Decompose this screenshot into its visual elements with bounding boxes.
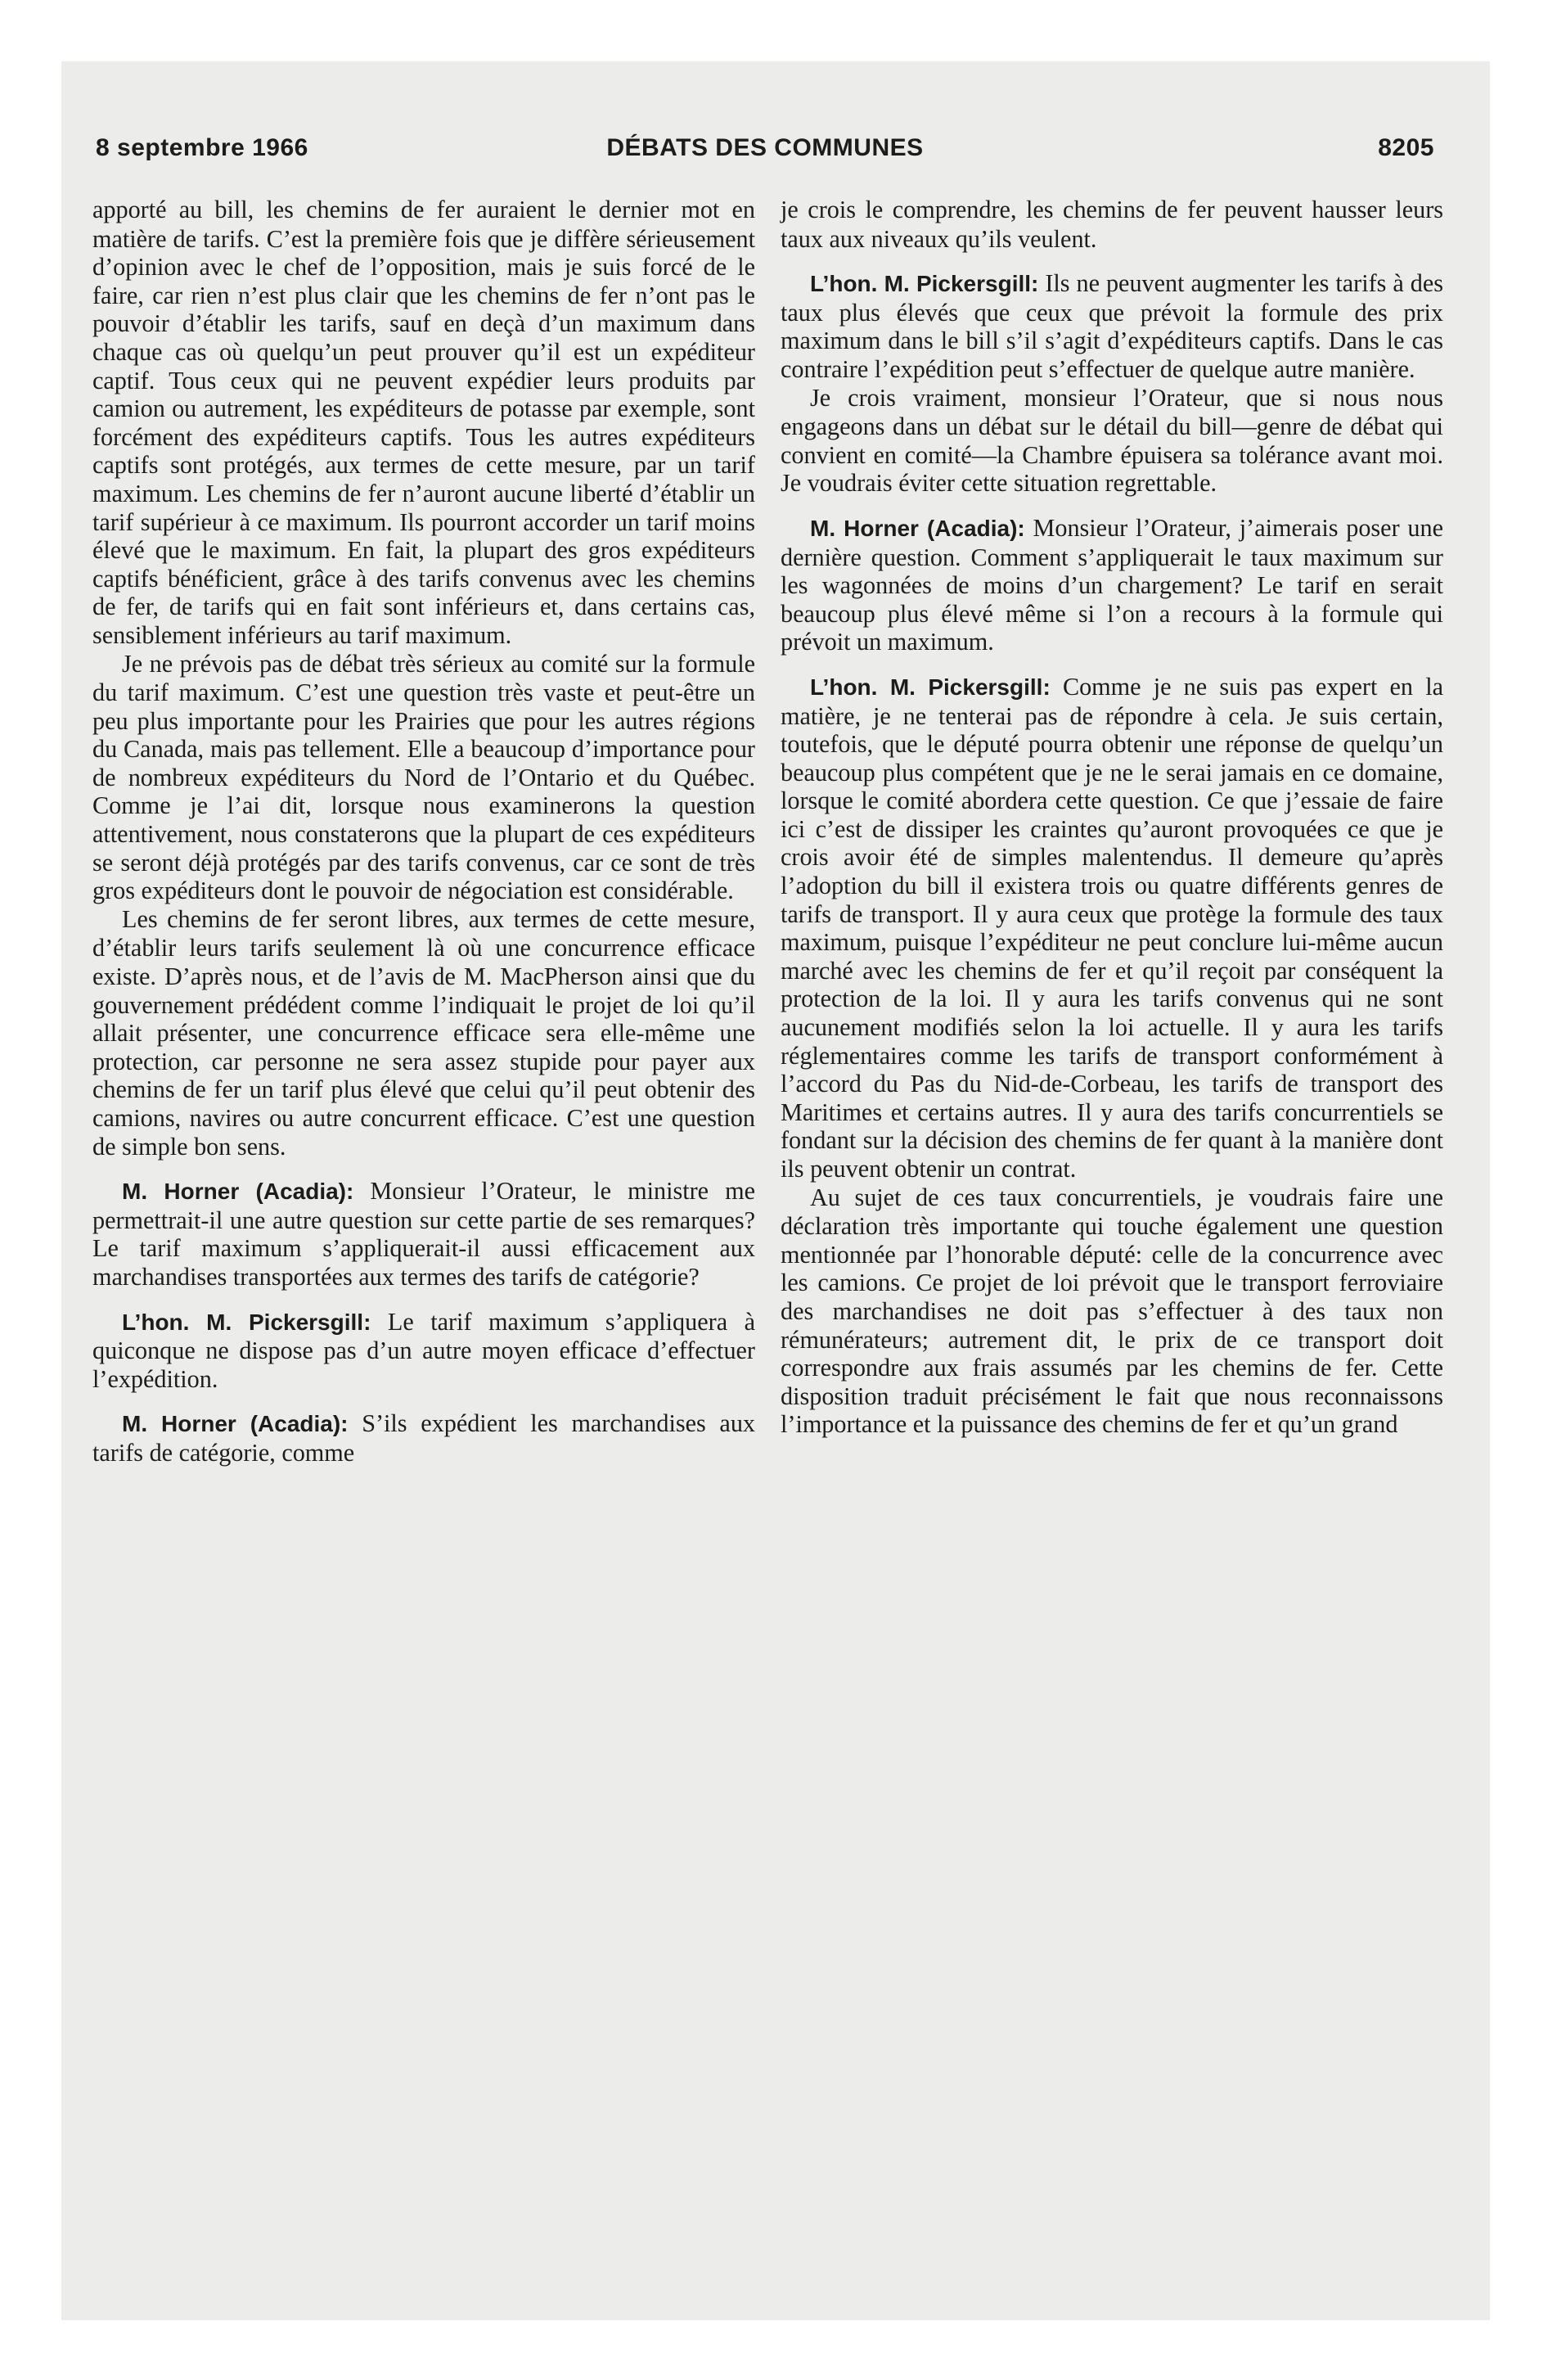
paragraph-text: Le tarif maximum s’appliquera à quiconque ne dispose pas d’un autre moyen efficace d’effectuer l’expédition.	[92, 1307, 755, 1393]
page-number: 8205	[1378, 134, 1434, 161]
speech-paragraph	[781, 269, 1443, 383]
paragraph-text: apporté au bill, les chemins de fer auraient le dernier mot en matière de tarifs. C’est la première fois que je diffère sérieusement d’opinion avec le chef de l’opposition, mais je suis forcé de le faire, car rien n’est plus clair que les chemins de fer n’ont pas le pouvoir d’établir les tarifs, sauf en deçà d’un maximum dans chaque cas où quelqu’un peut prouver qu’il est un expéditeur captif. Tous ceux qui ne peuvent expédier leurs produits par camion ou autrement, les expéditeurs de potasse par exemple, sont forcément des expéditeurs captifs. Tous les autres expéditeurs captifs sont protégés, aux termes de cette mesure, par un tarif maximum. Les chemins de fer n’auront aucune liberté d’établir un tarif supérieur à ce maximum. Ils pourront accorder un tarif moins élevé que le maximum. En fait, la plupart des gros expéditeurs captifs bénéficient, grâce à des tarifs convenus avec les chemins de fer, de tarifs qui en fait sont inférieurs et, dans certains cas, sensiblement inférieurs au tarif maximum.	[92, 196, 755, 649]
paragraph-text: Monsieur l’Orateur, j’aimerais poser une dernière question. Comment s’appliquerait le taux maximum sur les wagonnées de moins d’un chargement? Le tarif en serait beaucoup plus élevé même si l’on a recours à la formule qui prévoit un maximum.	[781, 513, 1443, 656]
paragraph-text: Je crois vraiment, monsieur l’Orateur, que si nous nous engageons dans un débat sur le détail du bill—genre de débat qui convient en comité—la Chambre épuisera sa tolérance avant moi. Je voudrais éviter cette situation regrettable.	[781, 383, 1443, 498]
speaker-name: M. Horner (Acadia):	[810, 515, 1025, 541]
paragraph-text: Monsieur l’Orateur, le ministre me permettrait-il une autre question sur cette partie de ses remarques? Le tarif maximum s’appliquerait-il aussi efficacement aux marchandises transportées aux termes des tarifs de catégorie?	[92, 1177, 756, 1291]
paragraph	[92, 650, 755, 905]
right-column	[781, 196, 1443, 1439]
speech-paragraph	[781, 514, 1443, 656]
paragraph-text: Les chemins de fer seront libres, aux termes de cette mesure, d’établir leurs tarifs seulement là où une concurrence efficace existe. D’après nous, et de l’avis de M. MacPherson ainsi que du gouvernement prédédent comme l’indiquait le projet de loi qu’il allait présenter, une concurrence efficace sera elle-même une protection, car personne ne sera assez stupide pour payer aux chemins de fer un tarif plus élevé que celui qu’il peut obtenir des camions, navires ou autre concurrent efficace. C’est une question de simple bon sens.	[92, 904, 755, 1161]
paragraph	[92, 196, 755, 650]
speaker-name: M. Horner (Acadia):	[122, 1411, 349, 1437]
speaker-name: L’hon. M. Pickersgill:	[810, 271, 1039, 297]
header-title: DÉBATS DES COMMUNES	[606, 134, 924, 161]
paragraph-text: Au sujet de ces taux concurrentiels, je voudrais faire une déclaration très importante qui touche également une question mentionnée par l’honorable député: celle de la concurrence avec les camions. Ce projet de loi prévoit que le transport ferroviaire des marchandises ne doit pas s’effectuer à des taux non rémunérateurs; autrement dit, le prix de ce transport doit correspondre aux frais assumés par les chemins de fer. Cette disposition traduit précisément le fait que nous reconnaissons l’importance et la puissance des chemins de fer et qu’un grand	[781, 1183, 1443, 1439]
page-header	[96, 134, 1434, 175]
paragraph-text: Je ne prévois pas de débat très sérieux au comité sur la formule du tarif maximum. C’est une question très vaste et peut-être un peu plus importante pour les Prairies que pour les autres régions du Canada, mais pas tellement. Elle a beaucoup d’importance pour de nombreux expéditeurs du Nord de l’Ontario et du Québec. Comme je l’ai dit, lorsque nous examinerons la question attentivement, nous constaterons que la plupart de ces expéditeurs se seront déjà protégés par des tarifs convenus, car ce sont de très gros expéditeurs dont le pouvoir de négociation est considérable.	[92, 649, 755, 905]
paragraph-text: Ils ne peuvent augmenter les tarifs à des taux plus élevés que ceux que prévoit la formule des prix maximum dans le bill s’il s’agit d’expéditeurs captifs. Dans le cas contraire l’expédition peut s’effectuer de quelque autre manière.	[781, 269, 1443, 383]
speaker-name: M. Horner (Acadia):	[122, 1179, 354, 1205]
speech-paragraph	[781, 673, 1443, 1183]
speaker-name: L’hon. M. Pickersgill:	[810, 674, 1051, 700]
paragraph	[781, 196, 1443, 253]
header-date: 8 septembre 1966	[96, 134, 308, 161]
paragraph	[781, 1183, 1443, 1439]
speaker-name: L’hon. M. Pickersgill:	[122, 1309, 371, 1335]
speech-paragraph	[92, 1308, 755, 1394]
left-column	[92, 196, 755, 1467]
paragraph	[92, 905, 755, 1161]
speech-paragraph	[92, 1409, 755, 1467]
paragraph-text: Comme je ne suis pas expert en la matière, je ne tenterai pas de répondre à cela. Je suis certain, toutefois, que le député pourra obtenir une réponse de quelqu’un beaucoup plus compétent que je ne le serai jamais en ce domaine, lorsque le comité abordera cette question. Ce que j’essaie de faire ici c’est de dissiper les craintes qu’auront provoquées ce que je crois avoir été de simples malentendus. Il demeure qu’après l’adoption du bill il existera trois ou quatre différents genres de tarifs de transport. Il y aura ceux que protège la formule des taux maximum, puisque l’expéditeur ne peut conclure lui-même aucun marché avec les chemins de fer et qu’il reçoit par conséquent la protection de la loi. Il y aura les tarifs convenus qui ne sont aucunement modifiés selon la loi actuelle. Il y aura les tarifs réglementaires comme les tarifs de transport conformément à l’accord du Pas du Nid-de-Corbeau, les tarifs de transport des Maritimes et certains autres. Il y aura des tarifs concurrentiels se fondant sur la décision des chemins de fer quant à la manière dont ils peuvent obtenir un contrat.	[781, 672, 1443, 1183]
speech-paragraph	[92, 1177, 755, 1291]
paragraph	[781, 384, 1443, 498]
paragraph-text: S’ils expédient les marchandises aux tarifs de catégorie, comme	[92, 1409, 756, 1467]
paragraph-text: je crois le comprendre, les chemins de fer peuvent hausser leurs taux aux niveaux qu’ils veulent.	[781, 196, 1443, 253]
